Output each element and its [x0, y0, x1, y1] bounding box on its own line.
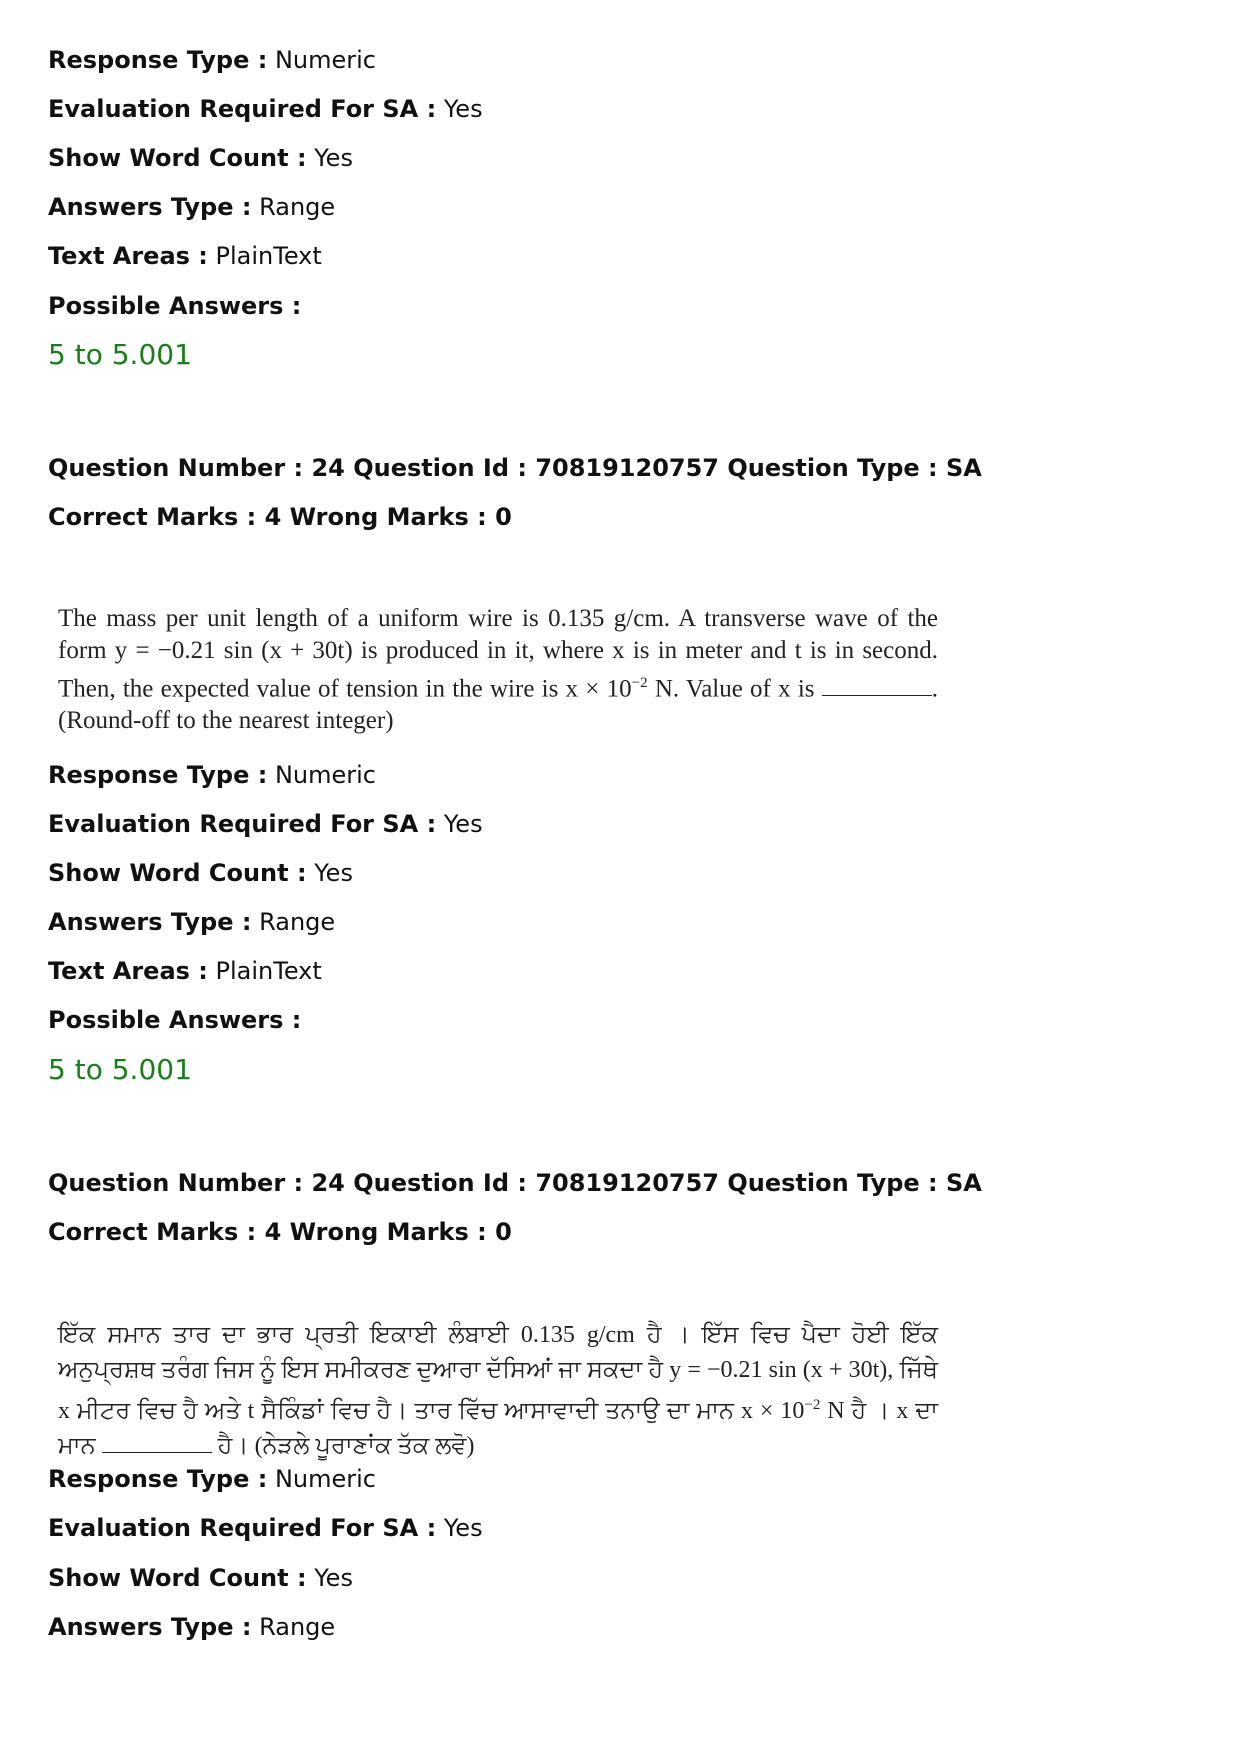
evaluation-required-value: Yes	[443, 810, 483, 838]
question-header	[48, 452, 982, 484]
question-text-part3: . (Round-off to the nearest integer)	[58, 675, 938, 735]
answers-type-row	[48, 1611, 335, 1643]
evaluation-required-label: Evaluation Required For SA :	[48, 810, 437, 838]
response-type-value: Numeric	[274, 46, 376, 74]
show-word-count-row	[48, 857, 353, 889]
evaluation-required-row	[48, 93, 483, 125]
answers-type-value: Range	[259, 908, 336, 936]
answers-type-label: Answers Type :	[48, 1613, 252, 1641]
possible-answers-row	[48, 290, 301, 322]
question-text-part3: ਹੈ। (ਨੇੜਲੇ ਪੂਰਾਣਾਂਕ ਤੱਕ ਲਵੋ)	[211, 1433, 475, 1459]
evaluation-required-row	[48, 1512, 483, 1544]
text-areas-row	[48, 240, 322, 272]
evaluation-required-row	[48, 808, 483, 840]
response-type-value: Numeric	[274, 1465, 376, 1493]
question-text	[58, 603, 938, 737]
question-text-part2: N ਹੈ । x ਦਾ ਮਾਨ	[58, 1398, 939, 1459]
answer-blank	[102, 1432, 212, 1453]
evaluation-required-value: Yes	[443, 95, 483, 123]
answers-type-row	[48, 906, 335, 938]
evaluation-required-value: Yes	[443, 1514, 483, 1542]
answers-type-value: Range	[259, 193, 336, 221]
text-areas-label: Text Areas :	[48, 242, 208, 270]
question-header-text: Question Number : 24 Question Id : 70819120757 Question Type : SA	[48, 454, 982, 482]
possible-answers-row	[48, 1004, 301, 1036]
text-areas-value: PlainText	[215, 242, 322, 270]
response-type-value: Numeric	[274, 761, 376, 789]
response-type-row	[48, 44, 376, 76]
answers-type-value: Range	[259, 1613, 336, 1641]
response-type-label: Response Type :	[48, 46, 268, 74]
answers-type-label: Answers Type :	[48, 193, 252, 221]
question-text-part1: The mass per unit length of a uniform wire is 0.135 g/cm. A transverse wave of the form y = −0.21 sin (x + 30t) is produced in it, where x is in meter and t is in second. Then, the expected value of tension in the wire is x × 10	[58, 605, 938, 703]
show-word-count-value: Yes	[314, 859, 353, 887]
response-type-label: Response Type :	[48, 761, 268, 789]
text-areas-label: Text Areas :	[48, 957, 208, 985]
possible-answer-value: 5 to 5.001	[48, 338, 192, 371]
question-marks-text: Correct Marks : 4 Wrong Marks : 0	[48, 503, 512, 531]
answers-type-label: Answers Type :	[48, 908, 252, 936]
text-areas-row	[48, 955, 322, 987]
show-word-count-value: Yes	[314, 144, 353, 172]
answer-blank	[822, 675, 932, 696]
question-text	[58, 1318, 938, 1464]
show-word-count-label: Show Word Count :	[48, 1564, 307, 1592]
response-type-row	[48, 1463, 376, 1495]
show-word-count-label: Show Word Count :	[48, 144, 307, 172]
question-header-text: Question Number : 24 Question Id : 70819120757 Question Type : SA	[48, 1169, 982, 1197]
question-text-exponent: −2	[804, 1397, 821, 1413]
show-word-count-value: Yes	[314, 1564, 353, 1592]
question-marks	[48, 501, 512, 533]
possible-answers-label: Possible Answers :	[48, 1006, 302, 1034]
answers-type-row	[48, 191, 335, 223]
question-marks-text: Correct Marks : 4 Wrong Marks : 0	[48, 1218, 512, 1246]
possible-answers-label: Possible Answers :	[48, 292, 302, 320]
question-text-part2: N. Value of x is	[647, 675, 822, 703]
text-areas-value: PlainText	[215, 957, 322, 985]
question-text-exponent: −2	[631, 675, 648, 691]
possible-answer-value: 5 to 5.001	[48, 1053, 192, 1086]
show-word-count-row	[48, 142, 353, 174]
question-text-part1: ਇੱਕ ਸਮਾਨ ਤਾਰ ਦਾ ਭਾਰ ਪ੍ਰਤੀ ਇਕਾਈ ਲੰਬਾਈ 0.135 g/cm ਹੈ । ਇੱਸ ਵਿਚ ਪੈਦਾ ਹੋਈ ਇੱਕ ਅਨੁਪ੍ਰਸ਼ਥ ਤਰੰਗ ਜਿਸ ਨੂੰ ਇਸ ਸਮੀਕਰਣ ਦੁਆਰਾ ਦੱਸਿਆਂ ਜਾ ਸਕਦਾ ਹੈ y = −0.21 sin (x + 30t), ਜਿੱਥੇ x ਮੀਟਰ ਵਿਚ ਹੈ ਅਤੇ t ਸੈਕਿੰਡਾਂ ਵਿਚ ਹੈ। ਤਾਰ ਵਿੱਚ ਆਸਾਵਾਦੀ ਤਨਾਉ ਦਾ ਮਾਨ x × 10	[58, 1322, 938, 1424]
response-type-row	[48, 759, 376, 791]
question-header	[48, 1167, 982, 1199]
response-type-label: Response Type :	[48, 1465, 268, 1493]
show-word-count-label: Show Word Count :	[48, 859, 307, 887]
evaluation-required-label: Evaluation Required For SA :	[48, 95, 437, 123]
show-word-count-row	[48, 1562, 353, 1594]
question-marks	[48, 1216, 512, 1248]
evaluation-required-label: Evaluation Required For SA :	[48, 1514, 437, 1542]
